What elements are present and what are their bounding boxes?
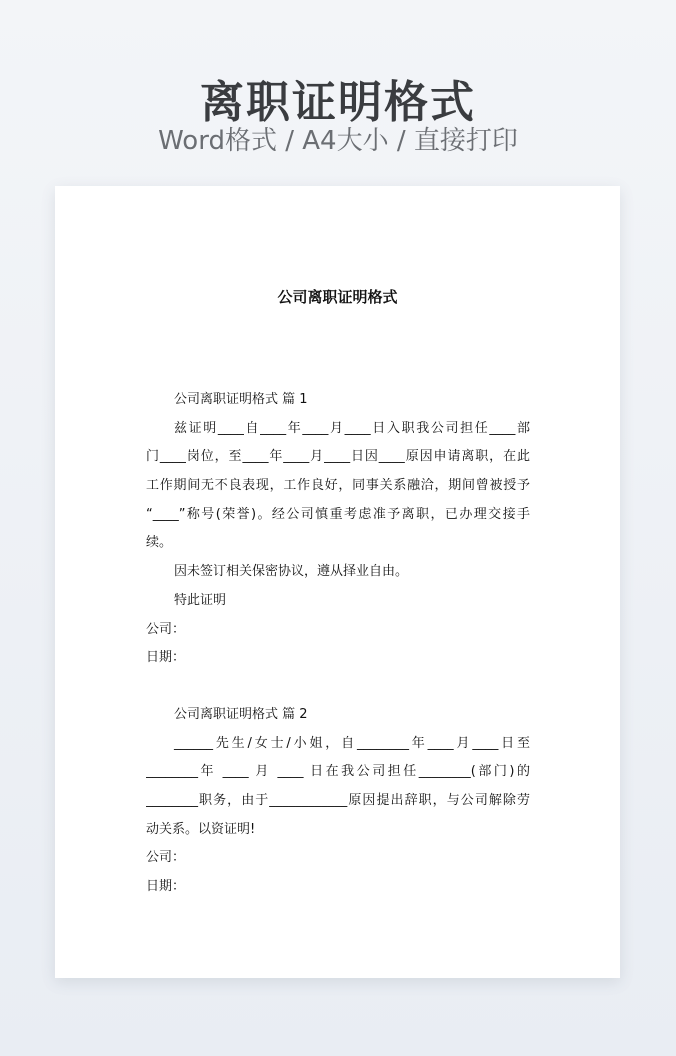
section1-company-label: 公司： (146, 621, 186, 637)
document-body (146, 386, 530, 902)
document-page (55, 186, 620, 978)
section1-line-1: 兹证明____自____年____月____日入职我公司担任____部 (174, 420, 530, 436)
section1-line-4: “____”称号(荣誉)。经公司慎重考虑准予离职，已办理交接手 (146, 506, 530, 522)
section1-date-label: 日期： (146, 650, 186, 666)
section1-heading: 公司离职证明格式 篇 1 (174, 392, 308, 407)
section1-para2: 因未签订相关保密协议，遵从择业自由。 (174, 564, 409, 580)
section2-date-label: 日期： (146, 879, 186, 894)
section2-company-label: 公司： (146, 850, 186, 866)
section1-closing: 特此证明 (174, 592, 227, 608)
section2-line-2: ________年 ____ 月 ____ 日在我公司担任________(部门)的 (146, 764, 530, 780)
document-title: 公司离职证明格式 (277, 288, 398, 306)
section1-line-2: 门____岗位，至____年____月____日因____原因申请离职，在此 (146, 449, 530, 465)
section2-line-3: ________职务，由于____________原因提出辞职，与公司解除劳 (146, 792, 530, 808)
section2-heading: 公司离职证明格式 篇 2 (174, 706, 308, 722)
section1-line-3: 工作期间无不良表现，工作良好，同事关系融洽，期间曾被授予 (146, 478, 530, 494)
page-subtitle: Word格式 / A4大小 / 直接打印 (158, 126, 518, 156)
page-title: 离职证明格式 (200, 77, 476, 128)
section1-line-5: 续。 (146, 535, 173, 551)
section-gap (146, 673, 530, 701)
section2-line-4: 动关系。以资证明! (146, 821, 256, 837)
section2-line-1: ______先生/女士/小姐，自________年____月____日至 (174, 735, 530, 751)
